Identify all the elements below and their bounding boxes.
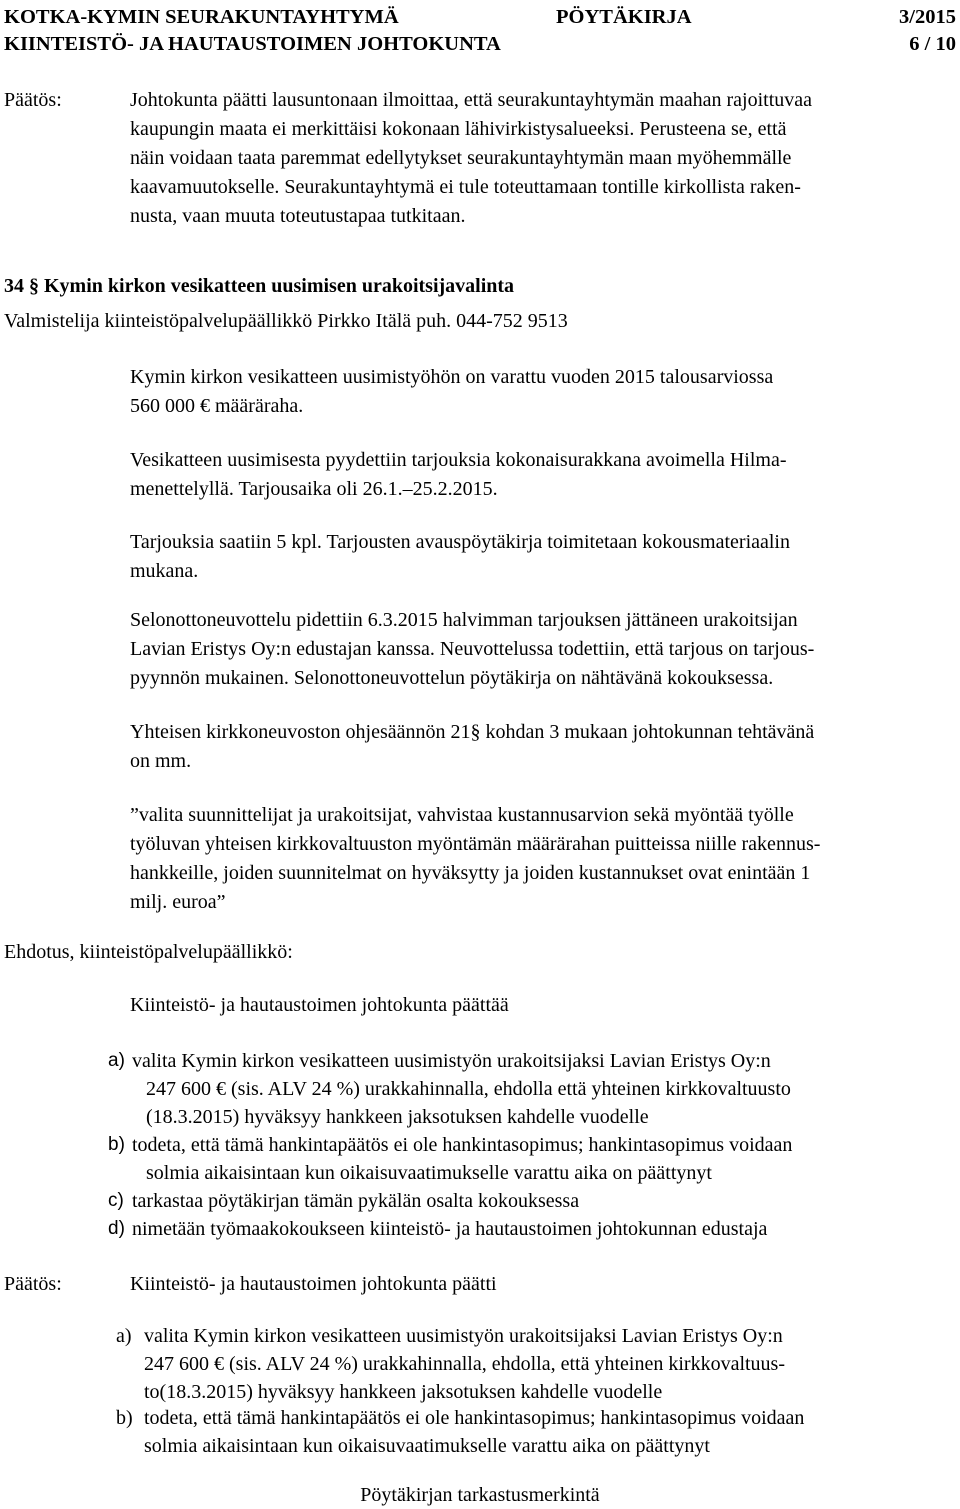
paragraph-line: pyynnön mukainen. Selonottoneuvottelun pöytäkirja on nähtävänä kokouksessa. <box>130 667 774 689</box>
item-line: todeta, että tämä hankintapäätös ei ole hankintasopimus; hankintasopimus voidaan <box>132 1134 793 1156</box>
proposal-label: Ehdotus, kiinteistöpalvelupäällikkö: <box>4 941 293 963</box>
item-line: todeta, että tämä hankintapäätös ei ole hankintasopimus; hankintasopimus voidaan <box>144 1407 805 1429</box>
item-line: (18.3.2015) hyväksyy hankkeen jaksotuksen kahdelle vuodelle <box>146 1106 649 1128</box>
item-line: to(18.3.2015) hyväksyy hankkeen jaksotuksen kahdelle vuodelle <box>144 1381 663 1403</box>
item-line: solmia aikaisintaan kun oikaisuvaatimukselle varattu aika on päättynyt <box>146 1162 712 1184</box>
prev-decision-line: näin voidaan taata paremmat edellytykset seurakuntayhtymän maan myöhemmälle <box>130 147 792 169</box>
paragraph-line: on mm. <box>130 750 192 772</box>
item-line: valita Kymin kirkon vesikatteen uusimistyön urakoitsijaksi Lavian Eristys Oy:n <box>132 1050 771 1072</box>
prev-decision-line: kaavamuutokselle. Seurakuntayhtymä ei tule toteuttamaan tontille kirkollista raken- <box>130 176 801 198</box>
item-marker: b) <box>116 1407 133 1429</box>
paragraph-line: Selonottoneuvottelu pidettiin 6.3.2015 halvimman tarjouksen jättäneen urakoitsijan <box>130 609 798 631</box>
quote-line: milj. euroa” <box>130 891 226 913</box>
item-marker: a) <box>108 1050 125 1071</box>
prev-decision-line: kaupungin maata ei merkittäisi kokonaan lähivirkistysalueeksi. Perusteena se, että <box>130 118 787 140</box>
paragraph-line: Vesikatteen uusimisesta pyydettiin tarjouksia kokonaisurakkana avoimella Hilma- <box>130 449 787 471</box>
paragraph-line: Yhteisen kirkkoneuvoston ohjesäännön 21§ kohdan 3 mukaan johtokunnan tehtävänä <box>130 721 815 743</box>
section-heading: 34 § Kymin kirkon vesikatteen uusimisen urakoitsijavalinta <box>4 275 515 297</box>
decision-label: Päätös: <box>4 1273 62 1295</box>
item-line: tarkastaa pöytäkirjan tämän pykälän osalta kokouksessa <box>132 1190 580 1212</box>
paragraph-line: 560 000 € määräraha. <box>130 395 304 417</box>
item-line: 247 600 € (sis. ALV 24 %) urakkahinnalla, ehdolla, että yhteinen kirkkovaltuus- <box>144 1353 785 1375</box>
item-line: solmia aikaisintaan kun oikaisuvaatimukselle varattu aika on päättynyt <box>144 1435 710 1457</box>
footer-check-mark: Pöytäkirjan tarkastusmerkintä <box>360 1484 600 1506</box>
item-line: nimetään työmaakokoukseen kiinteistö- ja hautaustoimen johtokunnan edustaja <box>132 1218 768 1240</box>
prev-decision-line: nusta, vaan muuta toteutustapaa tutkitaan. <box>130 205 466 227</box>
quote-line: hankkeille, joiden suunnitelmat on hyväksytty ja joiden kustannukset ovat enintään 1 <box>130 862 811 884</box>
decision-intro: Kiinteistö- ja hautaustoimen johtokunta päätti <box>130 1273 497 1295</box>
board-name: KIINTEISTÖ- JA HAUTAUSTOIMEN JOHTOKUNTA <box>4 33 501 55</box>
proposal-intro: Kiinteistö- ja hautaustoimen johtokunta päättää <box>130 994 509 1016</box>
item-marker: b) <box>108 1134 125 1155</box>
paragraph-line: Kymin kirkon vesikatteen uusimistyöhön on varattu vuoden 2015 talousarviossa <box>130 366 774 388</box>
prev-decision-line: Johtokunta päätti lausuntonaan ilmoittaa, että seurakuntayhtymän maahan rajoittuvaa <box>130 89 813 111</box>
item-marker: d) <box>108 1218 125 1239</box>
paragraph-line: Tarjouksia saatiin 5 kpl. Tarjousten avauspöytäkirja toimitetaan kokousmateriaalin <box>130 531 790 553</box>
paragraph-line: mukana. <box>130 560 199 582</box>
paragraph-line: Lavian Eristys Oy:n edustajan kanssa. Neuvottelussa todettiin, että tarjous on tarjous- <box>130 638 815 660</box>
item-marker: a) <box>116 1325 132 1347</box>
item-line: 247 600 € (sis. ALV 24 %) urakkahinnalla, ehdolla että yhteinen kirkkovaltuusto <box>146 1078 791 1100</box>
doc-number: 3/2015 <box>899 6 956 28</box>
page-number: 6 / 10 <box>909 33 956 55</box>
prev-decision-label: Päätös: <box>4 89 62 111</box>
doc-type: PÖYTÄKIRJA <box>556 6 692 28</box>
item-marker: c) <box>108 1190 124 1211</box>
quote-line: työluvan yhteisen kirkkovaltuuston myöntämän määrärahan puitteissa niille rakennus- <box>130 833 821 855</box>
item-line: valita Kymin kirkon vesikatteen uusimistyön urakoitsijaksi Lavian Eristys Oy:n <box>144 1325 783 1347</box>
preparer-line: Valmistelija kiinteistöpalvelupäällikkö Pirkko Itälä puh. 044-752 9513 <box>4 310 568 332</box>
quote-line: ”valita suunnittelijat ja urakoitsijat, vahvistaa kustannusarvion sekä myöntää työlle <box>130 804 794 826</box>
org-name: KOTKA-KYMIN SEURAKUNTAYHTYMÄ <box>4 6 399 28</box>
paragraph-line: menettelyllä. Tarjousaika oli 26.1.–25.2.2015. <box>130 478 498 500</box>
